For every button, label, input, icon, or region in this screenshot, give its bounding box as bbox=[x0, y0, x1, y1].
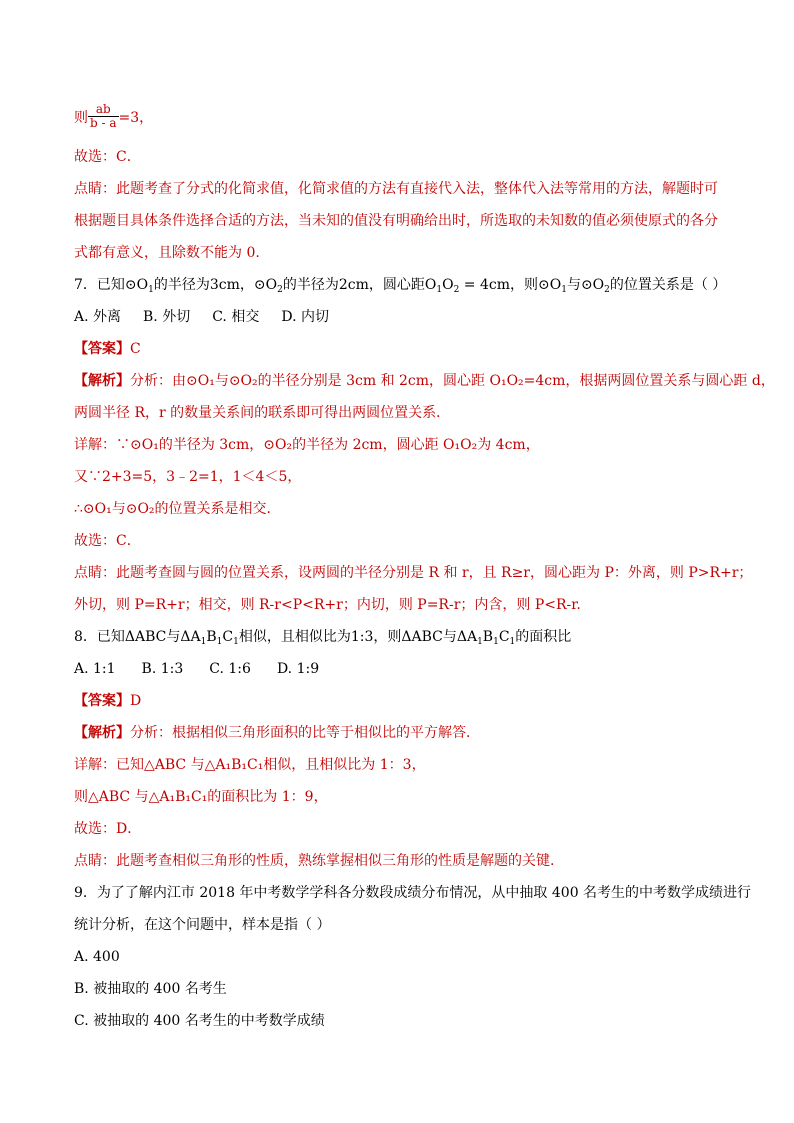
q7-answer-line: 故选：C． bbox=[74, 533, 141, 549]
q7-comment-2: 外切，则 P=R+r；相交，则 R-r<P<R+r；内切，则 P=R-r；内含，则 P<R-r. bbox=[74, 597, 581, 613]
q6-answer-line: 故选：C． bbox=[74, 149, 141, 165]
q8-stem: 8．已知ΔABC与$\Delta A_1B_1C_1$相似，且相似比为1:3，则ΔABC与$\Delta A_1B_1C_1$的面积比 bbox=[74, 629, 572, 647]
q8-options bbox=[74, 659, 319, 679]
analysis-label: 【解析】 bbox=[74, 725, 130, 741]
q7-option-d: D. 内切 bbox=[281, 309, 329, 325]
q8-answer-line: 故选：D． bbox=[74, 821, 142, 837]
q7-option-a: A. 外离 bbox=[74, 309, 122, 325]
q8-analysis-1: 【解析】分析：根据相似三角形面积的比等于相似比的平方解答． bbox=[74, 725, 480, 741]
comment-label: 点睛： bbox=[74, 181, 116, 197]
q8-comment-1: 点睛：此题考查相似三角形的性质，熟练掌握相似三角形的性质是解题的关键. bbox=[74, 853, 555, 869]
q7-detail-2: 又∵2+3=5，3﹣2=1，1＜4＜5， bbox=[74, 469, 302, 485]
answer-value: D bbox=[130, 693, 142, 709]
fraction-suffix: =3， bbox=[118, 110, 154, 126]
q7-option-b: B. 外切 bbox=[143, 309, 191, 325]
q8-detail-2: 则△ABC 与△A₁B₁C₁的面积比为 1：9， bbox=[74, 789, 328, 805]
q8-detail-1: 详解：已知△ABC 与△A₁B₁C₁相似，且相似比为 1：3， bbox=[74, 757, 426, 773]
q7-answer bbox=[74, 339, 141, 359]
answer-value: C bbox=[130, 341, 141, 357]
answer-label: 【答案】 bbox=[74, 693, 130, 709]
fraction-result-line bbox=[74, 101, 154, 132]
q9-option-a: A. 400 bbox=[74, 949, 120, 965]
comment-label: 点睛： bbox=[74, 853, 116, 869]
fraction bbox=[88, 103, 119, 130]
q7-detail-3: ∴⊙O₁与⊙O₂的位置关系是相交． bbox=[74, 501, 281, 517]
q7-detail-1: 详解：∵⊙O₁的半径为 3cm，⊙O₂的半径为 2cm，圆心距 O₁O₂为 4cm， bbox=[74, 437, 540, 453]
q6-comment-3: 式都有意义，且除数不能为 0. bbox=[74, 245, 260, 261]
q8-option-b: B. 1:3 bbox=[141, 661, 184, 677]
answer-label: 【答案】 bbox=[74, 341, 130, 357]
q6-comment-2: 根据题目具体条件选择合适的方法，当未知的值没有明确给出时，所选取的未知数的值必须使原式的各分 bbox=[74, 213, 718, 229]
q8-option-a: A. 1:1 bbox=[74, 661, 116, 677]
fraction-denominator: b - a bbox=[90, 115, 117, 130]
q8-answer bbox=[74, 691, 141, 711]
q7-stem: 7．已知$⊙O_1$的半径为3cm，$⊙O_2$的半径为2cm，圆心距$O_1O_2 = 4cm$，则$⊙O_1$与$⊙O_2$的位置关系是（ ） bbox=[74, 277, 727, 295]
q9-stem-2: 统计分析，在这个问题中，样本是指（ ） bbox=[74, 917, 331, 933]
q7-option-c: C. 相交 bbox=[212, 309, 260, 325]
fraction-numerator: ab bbox=[88, 103, 119, 117]
analysis-label: 【解析】 bbox=[74, 373, 130, 389]
fraction-prefix: 则 bbox=[74, 110, 88, 126]
q7-options bbox=[74, 307, 329, 327]
q7-comment-1: 点睛：此题考查圆与圆的位置关系，设两圆的半径分别是 R 和 r，且 R≥r，圆心距为 P：外离，则 P>R+r； bbox=[74, 565, 753, 581]
q9-option-c: C. 被抽取的 400 名考生的中考数学成绩 bbox=[74, 1013, 325, 1029]
q7-analysis-1: 【解析】分析：由⊙O₁与⊙O₂的半径分别是 3cm 和 2cm，圆心距 O₁O₂=4cm，根据两圆位置关系与圆心距 d， bbox=[74, 373, 775, 389]
q8-option-d: D. 1:9 bbox=[276, 661, 320, 677]
q9-option-b: B. 被抽取的 400 名考生 bbox=[74, 981, 227, 997]
comment-label: 点睛： bbox=[74, 565, 116, 581]
q7-analysis-2: 两圆半径 R，r 的数量关系间的联系即可得出两圆位置关系． bbox=[74, 405, 451, 421]
q6-comment-1: 点睛：此题考查了分式的化简求值，化简求值的方法有直接代入法，整体代入法等常用的方法，解题时可 bbox=[74, 181, 718, 197]
q9-stem-1: 9．为了了解内江市 2018 年中考数学学科各分数段成绩分布情况，从中抽取 400 名考生的中考数学成绩进行 bbox=[74, 885, 752, 901]
q8-option-c: C. 1:6 bbox=[209, 661, 251, 677]
